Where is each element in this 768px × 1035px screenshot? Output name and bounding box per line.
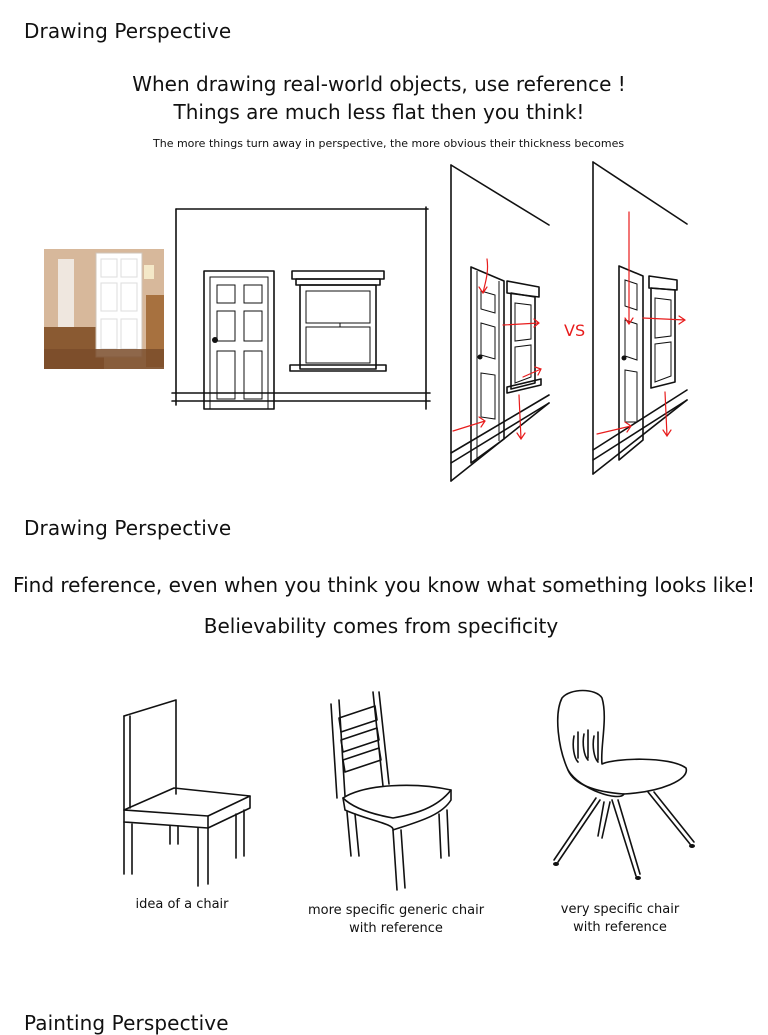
section-title-3: Painting Perspective [24,1011,229,1035]
vs-label: VS [564,321,586,340]
caption-specific-chair [530,901,710,937]
reference-line-2: Believability comes from specificity [203,614,559,638]
section-title-1: Drawing Perspective [24,19,232,43]
specific-chair-drawing [540,688,700,888]
door-reference-photo [44,249,164,369]
subtitle-line-1: When drawing real-world objects, use reference ! [132,72,626,96]
caption-generic-chair [306,902,486,938]
caption-specific-chair-line-1: very specific chair [560,902,680,917]
thickness-note: The more things turn away in perspective, the more obvious their thickness becomes [153,137,625,150]
section-title-2: Drawing Perspective [24,516,232,540]
subtitle-line-2: Things are much less flat then you think! [173,100,585,124]
caption-idea-chair: idea of a chair [135,897,229,912]
caption-generic-chair-line-1: more specific generic chair [307,903,485,918]
caption-specific-chair-line-2: with reference [573,920,667,935]
perspective-wall-drawing-a [449,163,559,483]
caption-generic-chair-line-2: with reference [349,921,443,936]
front-view-wall-drawing [172,205,432,410]
simple-chair-drawing [118,698,258,888]
reference-line-1: Find reference, even when you think you know what something looks like! [13,573,755,597]
perspective-wall-drawing-b [591,160,691,480]
generic-chair-drawing [325,690,465,900]
